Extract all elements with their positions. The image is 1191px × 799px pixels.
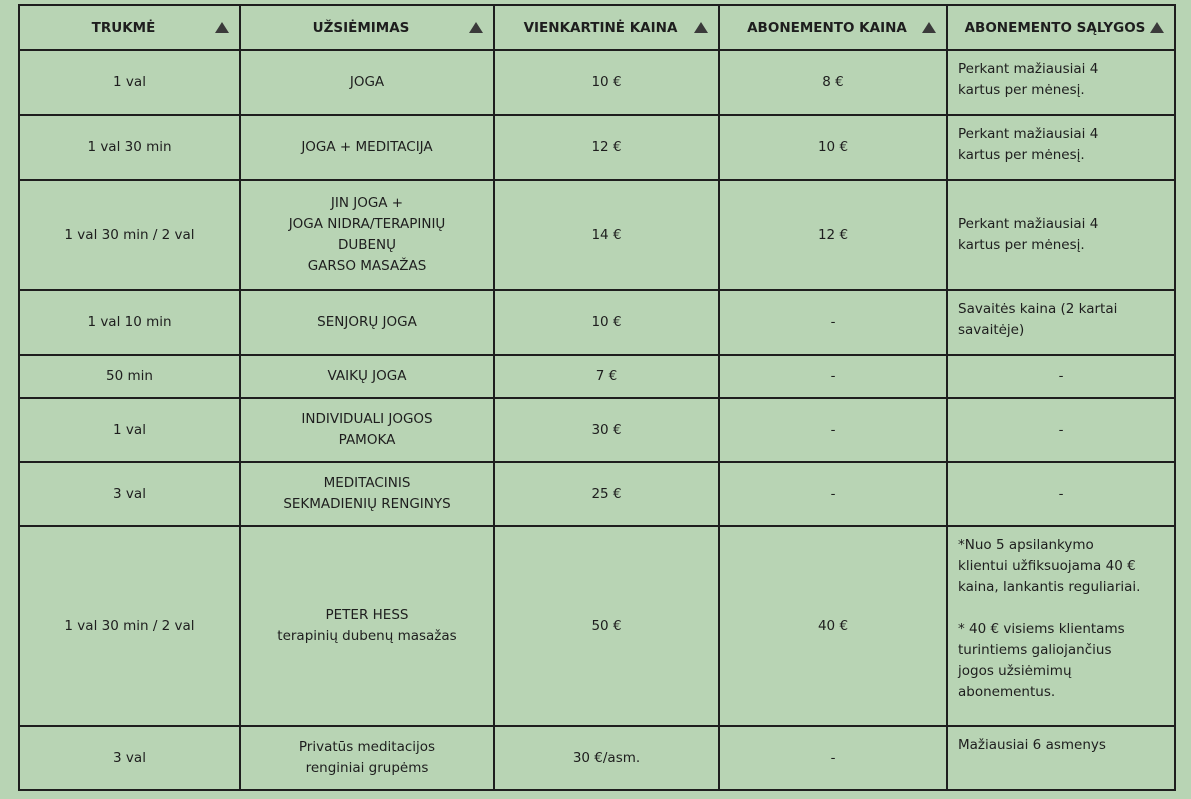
column-header-label: ABONEMENTO KAINA bbox=[747, 19, 907, 36]
cell-activity: VAIKŲ JOGA bbox=[240, 355, 494, 398]
cell-duration: 1 val bbox=[19, 398, 240, 462]
cell-conditions: Mažiausiai 6 asmenys bbox=[947, 726, 1175, 790]
cell-single-price: 10 € bbox=[494, 290, 719, 355]
price-table bbox=[18, 4, 1176, 791]
cell-conditions: Perkant mažiausiai 4 kartus per mėnesį. bbox=[947, 180, 1175, 290]
cell-single-price: 14 € bbox=[494, 180, 719, 290]
cell-duration: 3 val bbox=[19, 462, 240, 526]
cell-duration: 3 val bbox=[19, 726, 240, 790]
column-header-label: UŽSIĖMIMAS bbox=[312, 19, 410, 36]
sort-ascending-icon[interactable] bbox=[469, 22, 483, 33]
cell-subscription-price: - bbox=[719, 290, 947, 355]
column-header-single-price[interactable] bbox=[494, 5, 719, 50]
table-row bbox=[19, 355, 1175, 398]
sort-ascending-icon[interactable] bbox=[922, 22, 936, 33]
cell-subscription-price: - bbox=[719, 355, 947, 398]
table-row bbox=[19, 180, 1175, 290]
cell-duration: 50 min bbox=[19, 355, 240, 398]
cell-subscription-price: - bbox=[719, 462, 947, 526]
cell-activity: INDIVIDUALI JOGOS PAMOKA bbox=[240, 398, 494, 462]
cell-subscription-price: 8 € bbox=[719, 50, 947, 115]
cell-activity: MEDITACINIS SEKMADIENIŲ RENGINYS bbox=[240, 462, 494, 526]
table-row bbox=[19, 726, 1175, 790]
cell-single-price: 10 € bbox=[494, 50, 719, 115]
cell-duration: 1 val 10 min bbox=[19, 290, 240, 355]
cell-subscription-price: - bbox=[719, 398, 947, 462]
cell-activity: SENJORŲ JOGA bbox=[240, 290, 494, 355]
table-row bbox=[19, 290, 1175, 355]
column-header-subscription-conditions[interactable] bbox=[947, 5, 1175, 50]
table-row bbox=[19, 115, 1175, 180]
cell-conditions: Savaitės kaina (2 kartai savaitėje) bbox=[947, 290, 1175, 355]
cell-subscription-price: 12 € bbox=[719, 180, 947, 290]
cell-single-price: 30 € bbox=[494, 398, 719, 462]
column-header-activity[interactable] bbox=[240, 5, 494, 50]
cell-activity: JOGA bbox=[240, 50, 494, 115]
cell-activity: PETER HESS terapinių dubenų masažas bbox=[240, 526, 494, 726]
column-header-label: TRUKMĖ bbox=[91, 19, 156, 36]
table-row bbox=[19, 526, 1175, 726]
cell-duration: 1 val bbox=[19, 50, 240, 115]
column-header-label: ABONEMENTO SĄLYGOS bbox=[964, 19, 1146, 36]
cell-single-price: 50 € bbox=[494, 526, 719, 726]
cell-single-price: 30 €/asm. bbox=[494, 726, 719, 790]
cell-subscription-price: 40 € bbox=[719, 526, 947, 726]
cell-single-price: 7 € bbox=[494, 355, 719, 398]
table-row bbox=[19, 462, 1175, 526]
cell-conditions: *Nuo 5 apsilankymo klientui užfiksuojama 40 € kaina, lankantis reguliariai. * 40 € visiems klientams turintiems galiojančius jogos užsiėmimų abonementus. bbox=[947, 526, 1175, 726]
cell-conditions: Perkant mažiausiai 4 kartus per mėnesį. bbox=[947, 50, 1175, 115]
cell-duration: 1 val 30 min / 2 val bbox=[19, 526, 240, 726]
cell-activity: Privatūs meditacijos renginiai grupėms bbox=[240, 726, 494, 790]
column-header-label: VIENKARTINĖ KAINA bbox=[523, 19, 678, 36]
column-header-subscription-price[interactable] bbox=[719, 5, 947, 50]
cell-subscription-price: 10 € bbox=[719, 115, 947, 180]
header-row bbox=[19, 5, 1175, 50]
sort-ascending-icon[interactable] bbox=[215, 22, 229, 33]
cell-conditions: - bbox=[947, 398, 1175, 462]
cell-subscription-price: - bbox=[719, 726, 947, 790]
cell-duration: 1 val 30 min bbox=[19, 115, 240, 180]
cell-single-price: 25 € bbox=[494, 462, 719, 526]
column-header-duration[interactable] bbox=[19, 5, 240, 50]
table-row bbox=[19, 398, 1175, 462]
cell-activity: JOGA + MEDITACIJA bbox=[240, 115, 494, 180]
sort-ascending-icon[interactable] bbox=[1150, 22, 1164, 33]
cell-conditions: Perkant mažiausiai 4 kartus per mėnesį. bbox=[947, 115, 1175, 180]
cell-conditions: - bbox=[947, 355, 1175, 398]
cell-duration: 1 val 30 min / 2 val bbox=[19, 180, 240, 290]
table-row bbox=[19, 50, 1175, 115]
cell-single-price: 12 € bbox=[494, 115, 719, 180]
sort-ascending-icon[interactable] bbox=[694, 22, 708, 33]
cell-conditions: - bbox=[947, 462, 1175, 526]
cell-activity: JIN JOGA + JOGA NIDRA/TERAPINIŲ DUBENŲ GARSO MASAŽAS bbox=[240, 180, 494, 290]
